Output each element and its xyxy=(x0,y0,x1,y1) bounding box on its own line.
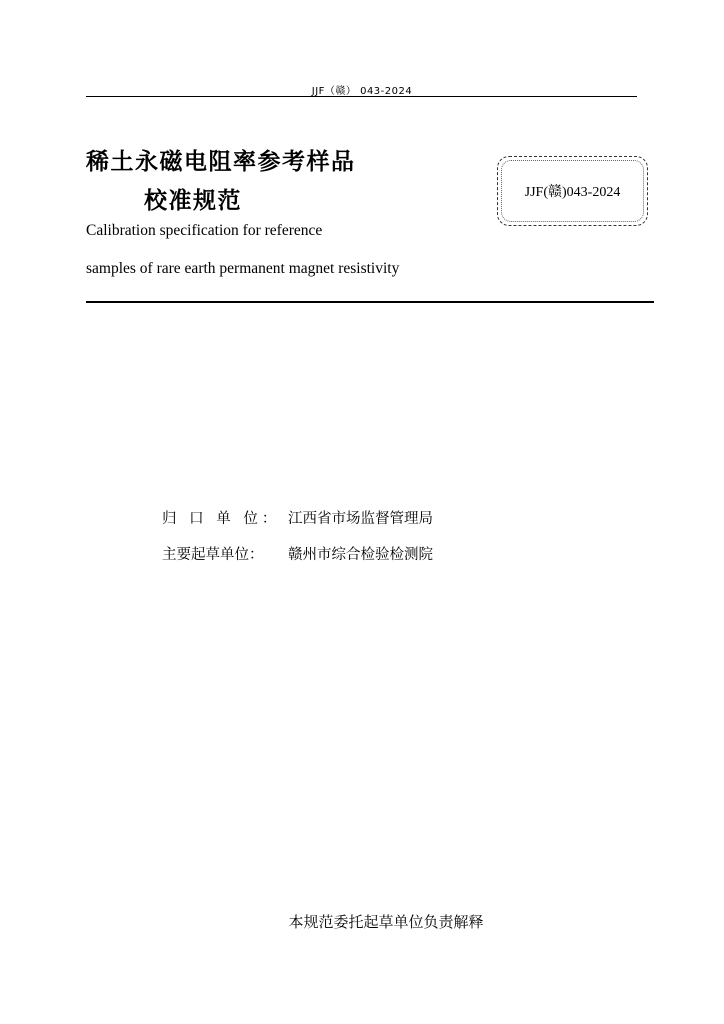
title-chinese-line2: 校准规范 xyxy=(144,188,242,214)
title-chinese-line1: 稀土永磁电阻率参考样品 xyxy=(86,149,356,175)
authority-value: 江西省市场监督管理局 xyxy=(288,511,433,527)
authority-label: 归 口 单 位： xyxy=(162,511,281,527)
drafter-label: 主要起草单位： xyxy=(162,547,264,563)
specification-code: JJF(赣)043-2024 xyxy=(524,185,621,200)
specification-code-box xyxy=(497,156,648,226)
authority-row xyxy=(162,507,433,528)
title-divider xyxy=(86,301,654,303)
interpretation-note: 本规范委托起草单位负责解释 xyxy=(288,913,484,931)
title-english-line1: Calibration specification for reference xyxy=(86,222,323,239)
drafter-row xyxy=(162,543,433,564)
document-code-header: JJF（赣） 043-2024 xyxy=(311,86,413,97)
title-english-line2: samples of rare earth permanent magnet resistivity xyxy=(86,260,400,277)
header-divider xyxy=(86,96,637,97)
drafter-value: 赣州市综合检验检测院 xyxy=(288,547,433,563)
